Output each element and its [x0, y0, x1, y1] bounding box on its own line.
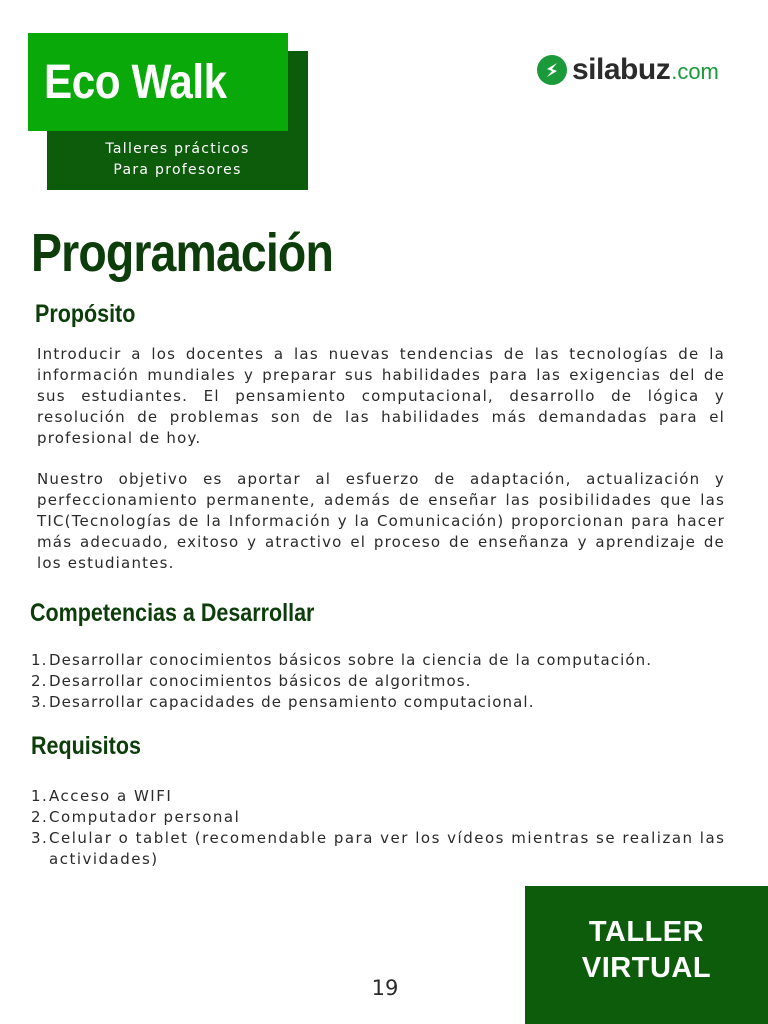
proposito-paragraph-2: Nuestro objetivo es aportar al esfuerzo de adaptación, actualización y perfeccionamiento permanente, además de enseñar las posibilidades que las TIC(Tecnologías de la Información y la Comunicación) proporcionan para hacer más adecuado, exitoso y atractivo el proceso de enseñanza y aprendizaje de los estudiantes. [37, 470, 725, 572]
page-number: 19 [371, 976, 399, 1000]
logo-domain: .com [671, 59, 719, 84]
list-number: 3. [31, 693, 48, 711]
brand-subtitle-line-1: Talleres prácticos [105, 141, 250, 157]
silabuz-logo [536, 50, 719, 90]
silabuz-logo-icon [536, 54, 568, 86]
requisitos-heading: Requisitos [31, 732, 141, 760]
list-item [31, 807, 731, 828]
list-item [31, 786, 731, 807]
brand-title-box [28, 33, 288, 131]
badge-line-2: VIRTUAL [581, 952, 712, 984]
competencias-heading: Competencias a Desarrollar [30, 599, 315, 627]
proposito-heading: Propósito [35, 300, 136, 328]
list-text: Celular o tablet (recomendable para ver los vídeos mientras se realizan las actividades) [49, 829, 726, 868]
list-number: 2. [31, 808, 49, 826]
list-text: Computador personal [49, 808, 241, 826]
list-number: 3. [31, 829, 49, 847]
list-text: Desarrollar conocimientos básicos de algoritmos. [49, 672, 472, 690]
list-text: Acceso a WIFI [49, 787, 173, 805]
competencias-list [31, 650, 731, 713]
list-item [31, 671, 731, 692]
list-text: Desarrollar conocimientos básicos sobre la ciencia de la computación. [49, 651, 653, 669]
badge-line-1: TALLER [588, 916, 705, 948]
list-number: 1. [31, 651, 48, 669]
list-item [31, 650, 731, 671]
proposito-paragraph-1: Introducir a los docentes a las nuevas tendencias de las tecnologías de la información mundiales y preparar sus habilidades para las exigencias del de sus estudiantes. El pensamiento computacional, desarrollo de lógica y resolución de problemas son de las habilidades más demandadas para el profesional de hoy. [37, 345, 725, 447]
taller-virtual-badge [525, 886, 768, 1024]
brand-title: Eco Walk [44, 55, 227, 109]
list-number: 2. [31, 672, 48, 690]
brand-subtitle [47, 139, 308, 181]
list-item [31, 828, 731, 870]
brand-subtitle-line-2: Para profesores [113, 162, 242, 178]
list-item [31, 692, 731, 713]
page-title: Programación [31, 223, 333, 283]
list-text: Desarrollar capacidades de pensamiento computacional. [49, 693, 535, 711]
list-number: 1. [31, 787, 49, 805]
logo-wordmark: silabuz [572, 53, 671, 86]
requisitos-list [31, 786, 731, 870]
